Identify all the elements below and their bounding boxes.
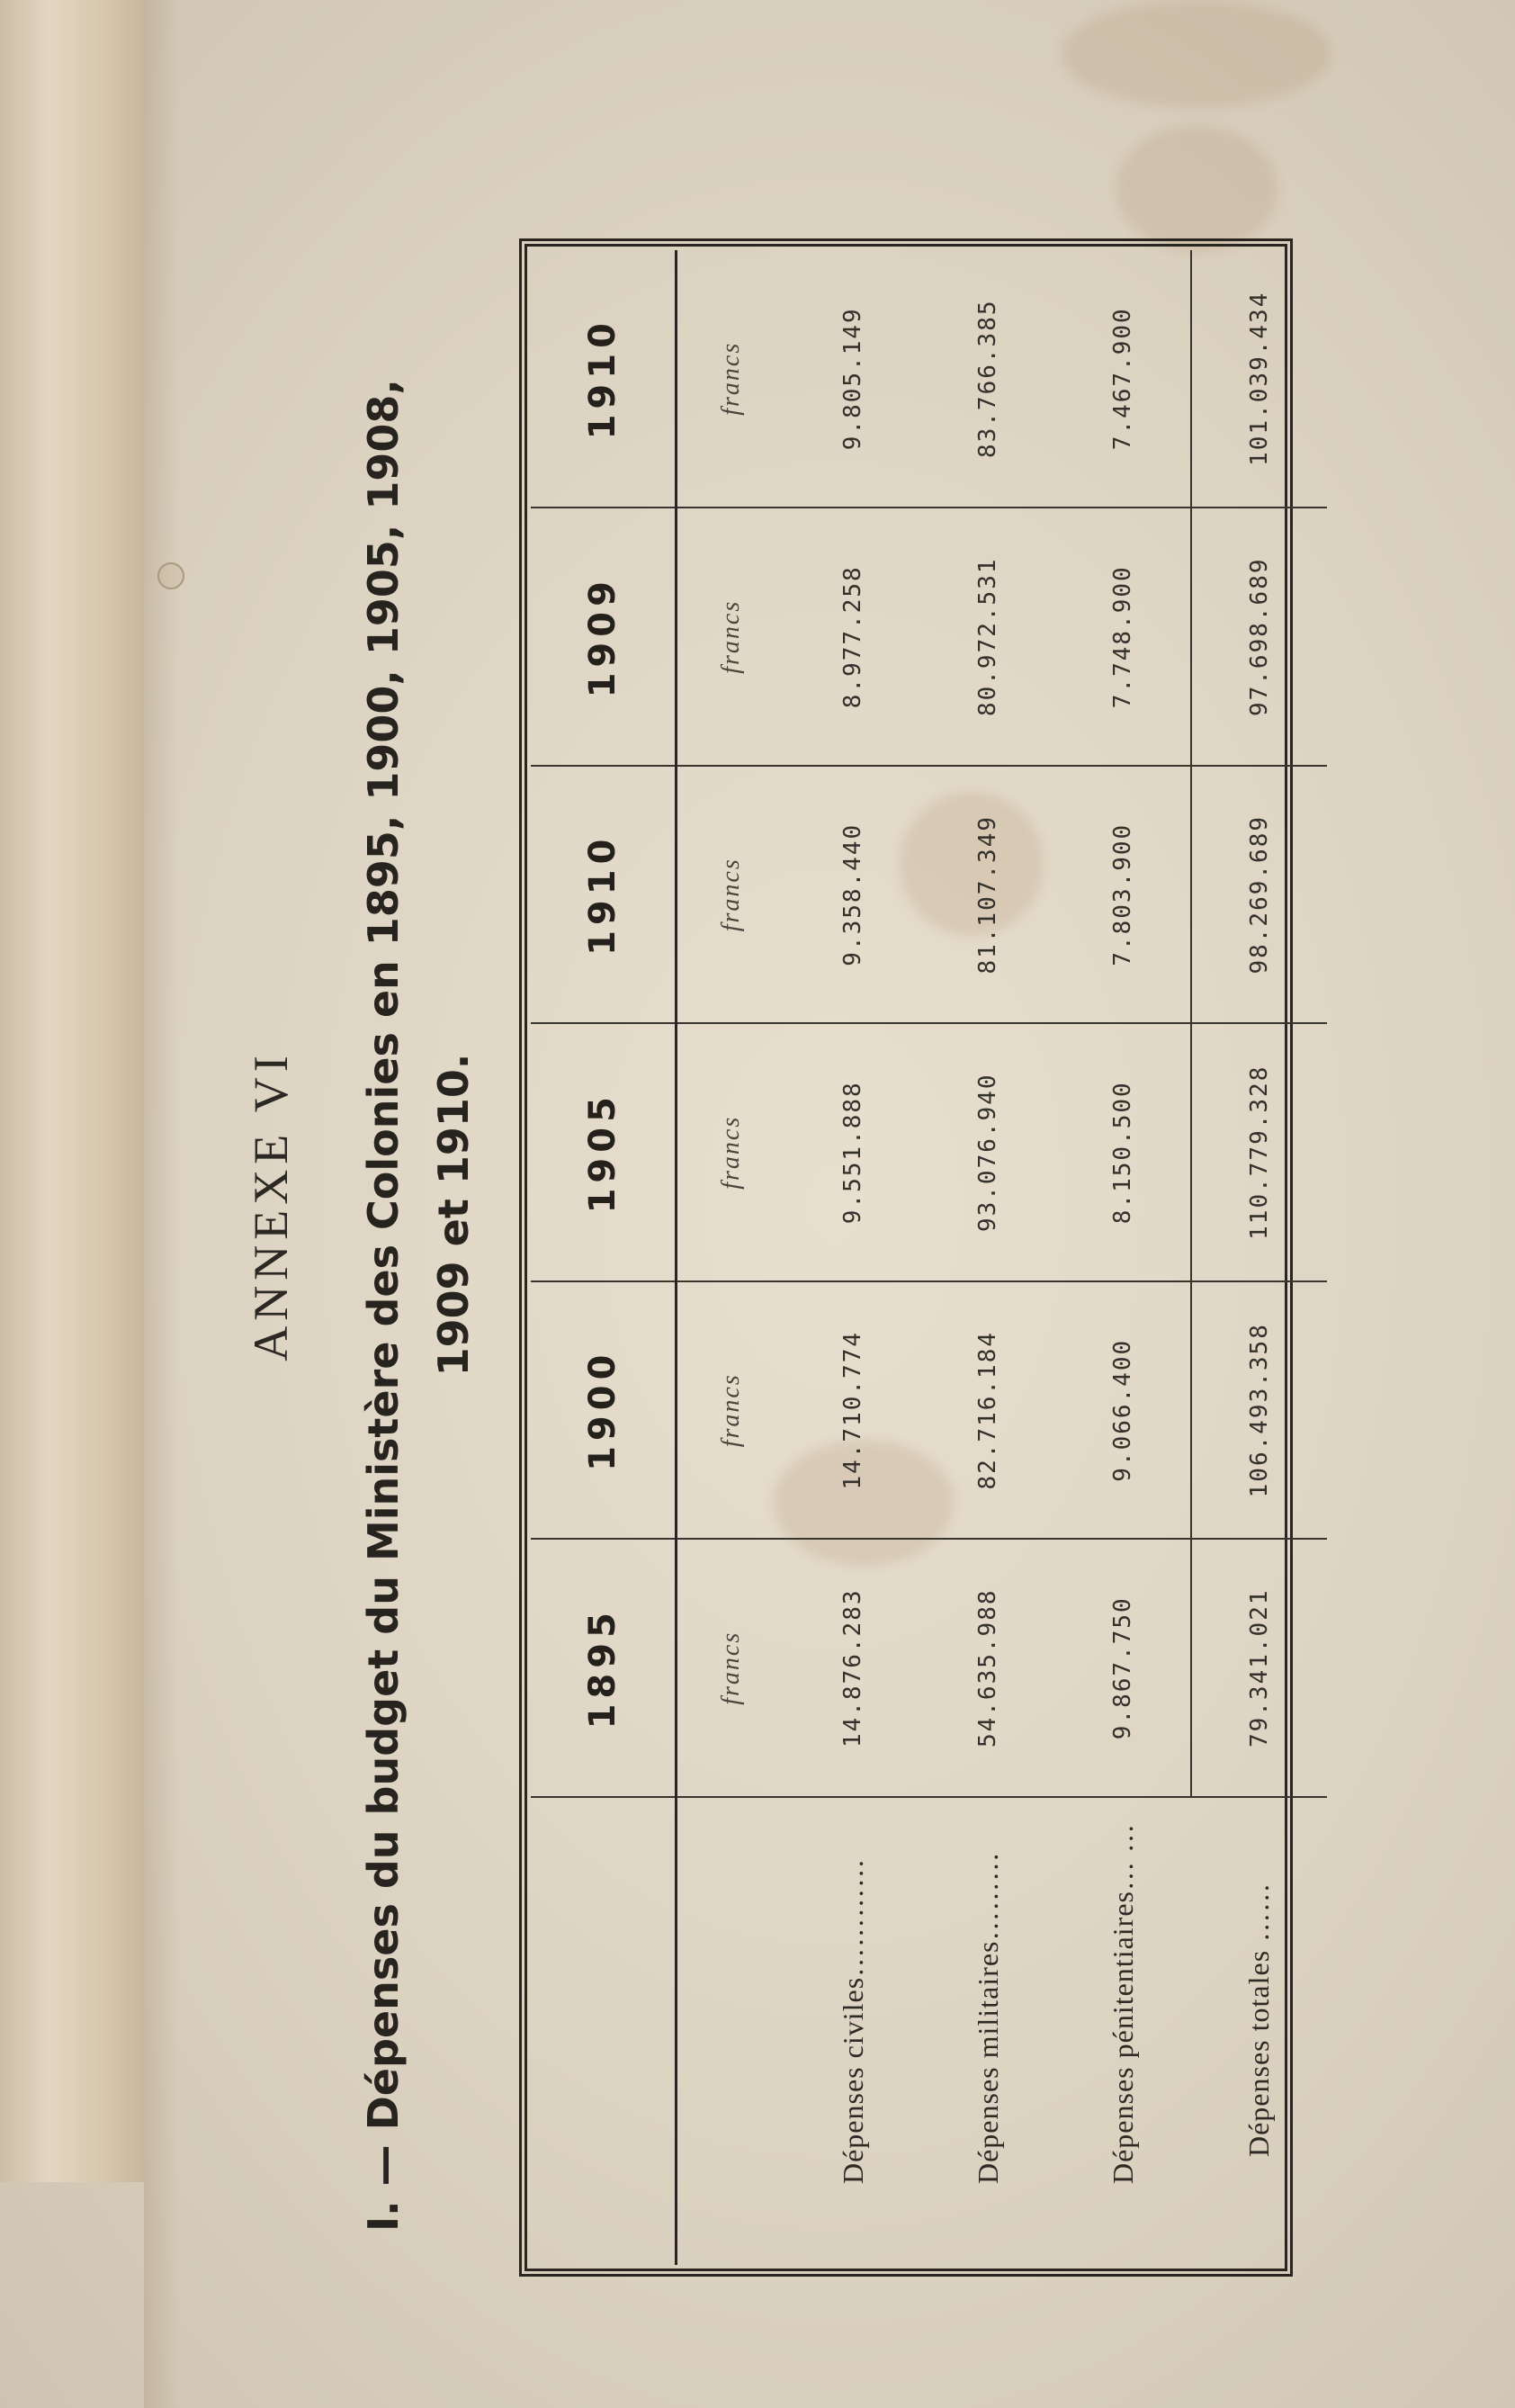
row-label: Dépenses pénitentiaires… …: [1107, 1823, 1139, 2184]
table-cell: 98.269.689: [1191, 766, 1327, 1024]
table-row-total: [1191, 250, 1327, 2265]
table-cell: 9.867.750: [1055, 1540, 1191, 1798]
table-header-row: [531, 250, 677, 2265]
table-cell: 9.551.888: [785, 1024, 920, 1282]
column-header: 1910: [531, 766, 677, 1024]
table-cell: 9.805.149: [785, 250, 920, 508]
column-header: 1910: [531, 250, 677, 508]
table-row: [920, 250, 1055, 2265]
unit-label: francs: [677, 1281, 786, 1540]
budget-table-frame: [519, 238, 1293, 2277]
table-cell: 9.066.400: [1055, 1281, 1191, 1540]
table-cell: 8.977.258: [785, 508, 920, 767]
column-header: 1900: [531, 1281, 677, 1540]
document-title: [348, 198, 489, 2232]
units-row: [677, 250, 786, 2265]
table-cell: 79.341.021: [1191, 1540, 1327, 1798]
row-label: Dépenses militaires………: [971, 1851, 1004, 2184]
table-cell: 81.107.349: [920, 766, 1055, 1024]
table-header-corner: [531, 1797, 677, 2265]
unit-label: francs: [677, 766, 786, 1024]
column-header: 1909: [531, 508, 677, 767]
table-cell: 93.076.940: [920, 1024, 1055, 1282]
table-cell: 7.748.900: [1055, 508, 1191, 767]
table-cell: 80.972.531: [920, 508, 1055, 767]
rotated-content: [227, 72, 1288, 2340]
unit-label: francs: [677, 508, 786, 767]
table-cell: 82.716.184: [920, 1281, 1055, 1540]
table-cell: 54.635.988: [920, 1540, 1055, 1798]
table-cell: 106.493.358: [1191, 1281, 1327, 1540]
document-title-line-1: I. — Dépenses du budget du Ministère des Colonies en 1895, 1900, 1905, 1908,: [359, 379, 408, 2232]
column-header: 1905: [531, 1024, 677, 1282]
binding-shadow: [144, 0, 180, 2408]
document-title-line-2: 1909 et 1910.: [429, 1053, 478, 1377]
table-row: [785, 250, 920, 2265]
row-label: Dépenses civiles…………: [836, 1857, 869, 2184]
row-label: Dépenses totales ……: [1242, 1882, 1275, 2157]
annex-heading: ANNEXE VI: [244, 1050, 298, 1361]
table-cell: 97.698.689: [1191, 508, 1327, 767]
punch-hole: [157, 562, 184, 589]
table-cell: 9.358.440: [785, 766, 920, 1024]
table-cell: 101.039.434: [1191, 250, 1327, 508]
binding-strip: [0, 0, 144, 2182]
table-cell: 8.150.500: [1055, 1024, 1191, 1282]
table-cell: 7.803.900: [1055, 766, 1191, 1024]
units-row-label: [677, 1797, 786, 2265]
unit-label: francs: [677, 1540, 786, 1798]
table-cell: 83.766.385: [920, 250, 1055, 508]
column-header: 1895: [531, 1540, 677, 1798]
table-cell: 14.710.774: [785, 1281, 920, 1540]
unit-label: francs: [677, 250, 786, 508]
budget-table: [531, 250, 1327, 2265]
table-cell: 14.876.283: [785, 1540, 920, 1798]
table-cell: 7.467.900: [1055, 250, 1191, 508]
table-cell: 110.779.328: [1191, 1024, 1327, 1282]
table-row: [1055, 250, 1191, 2265]
unit-label: francs: [677, 1024, 786, 1282]
